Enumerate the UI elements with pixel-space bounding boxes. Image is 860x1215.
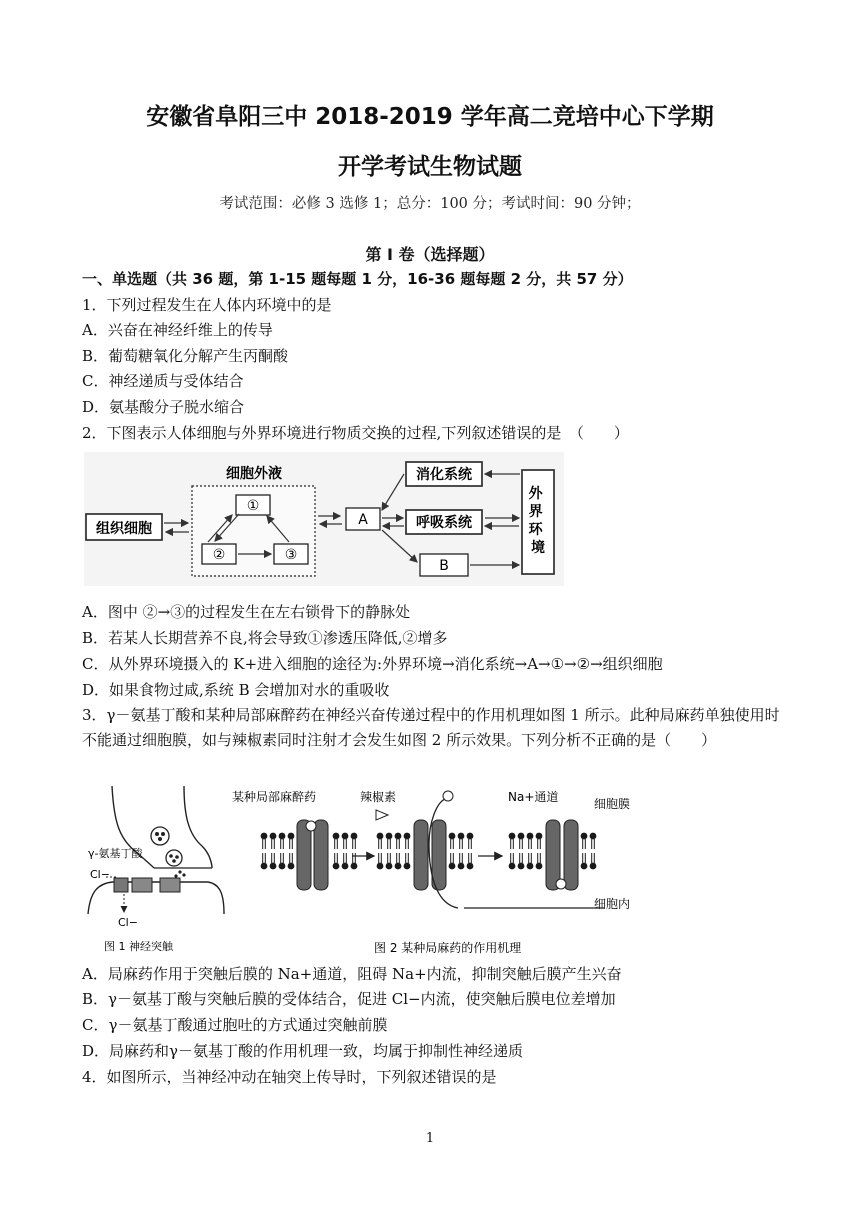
cl-label-1: Cl− <box>90 868 110 881</box>
exam-info: 考试范围：必修 3 选修 1；总分：100 分；考试时间：90 分钟； <box>219 196 641 212</box>
intracellular-label: 细胞内 <box>594 897 631 911</box>
q4-stem: 4．如图所示，当神经冲动在轴突上传导时，下列叙述错误的是 <box>82 1068 497 1086</box>
capsaicin-label: 辣椒素 <box>360 790 397 804</box>
tissue-cell-label: 组织细胞 <box>96 521 152 537</box>
node-b-label: B <box>439 558 449 574</box>
node-3-label: ③ <box>284 547 298 563</box>
extracellular-label: 细胞外液 <box>226 466 282 482</box>
q1-option-c: C．神经递质与受体结合 <box>82 372 244 390</box>
node-1-label: ① <box>246 498 260 514</box>
doc-title-line1: 安徽省阜阳三中 2018-2019 学年高二竞培中心下学期 <box>146 104 714 130</box>
gaba-label: γ-氨基丁酸 <box>88 847 143 860</box>
q1-option-b: B．葡萄糖氧化分解产生丙酮酸 <box>82 347 289 365</box>
q2-option-c: C．从外界环境摄入的 K+进入细胞的途径为:外界环境→消化系统→A→①→②→组织细胞 <box>82 655 663 673</box>
q3-option-d: D．局麻药和γ－氨基丁酸的作用机理一致，均属于抑制性神经递质 <box>82 1042 523 1060</box>
q2-option-a: A．图中 ②→③的过程发生在左右锁骨下的静脉处 <box>82 603 411 621</box>
anesthetic-label: 某种局部麻醉药 <box>232 790 317 804</box>
external-label: 外 界 环 境 <box>528 486 545 556</box>
q3-option-a: A．局麻药作用于突触后膜的 Na+通道，阻碍 Na+内流，抑制突触后膜产生兴奋 <box>82 965 622 983</box>
node-2-label: ② <box>212 547 226 563</box>
respiratory-label: 呼吸系统 <box>416 515 472 531</box>
exchange-diagram <box>84 452 564 586</box>
q3-option-c: C．γ－氨基丁酸通过胞吐的方式通过突触前膜 <box>82 1016 388 1034</box>
membrane-panel-1 <box>261 820 358 890</box>
membrane-panel-2 <box>376 810 473 890</box>
caption-fig1: 图 1 神经突触 <box>104 940 173 953</box>
q1-option-d: D．氨基酸分子脱水缩合 <box>82 398 245 416</box>
part-header: 一、单选题（共 36 题，第 1-15 题每题 1 分，16-36 题每题 2 分，共 57 分） <box>82 270 633 288</box>
q3-stem: 3．γ－氨基丁酸和某种局部麻醉药在神经兴奋传递过程中的作用机理如图 1 所示。此种局麻药单独使用时不能通过细胞膜，如与辣椒素同时注射才会发生如图 2 所示效果。下列分析不正确的是（ ） <box>82 706 780 749</box>
q1-stem: 1．下列过程发生在人体内环境中的是 <box>82 296 332 314</box>
membrane-panel-3 <box>509 820 597 890</box>
q1-option-a: A．兴奋在神经纤维上的传导 <box>82 321 273 339</box>
q2-option-b: B．若某人长期营养不良,将会导致①渗透压降低,②增多 <box>82 629 448 647</box>
na-channel-label: Na+通道 <box>508 790 559 804</box>
cl-label-2: Cl− <box>118 916 138 929</box>
cell-membrane-label: 细胞膜 <box>594 797 631 811</box>
synapse-diagram <box>84 784 644 956</box>
q2-stem: 2．下图表示人体细胞与外界环境进行物质交换的过程,下列叙述错误的是 （ ） <box>82 424 629 442</box>
node-a-label: A <box>358 512 368 528</box>
section-title: 第 I 卷（选择题） <box>365 245 495 264</box>
digestive-label: 消化系统 <box>416 467 472 483</box>
q3-option-b: B．γ－氨基丁酸与突触后膜的受体结合，促进 Cl−内流，使突触后膜电位差增加 <box>82 990 616 1008</box>
caption-fig2: 图 2 某种局麻药的作用机理 <box>374 941 522 955</box>
doc-title-line2: 开学考试生物试题 <box>338 154 522 180</box>
q2-option-d: D．如果食物过咸,系统 B 会增加对水的重吸收 <box>82 681 390 699</box>
page-number: 1 <box>425 1131 435 1146</box>
